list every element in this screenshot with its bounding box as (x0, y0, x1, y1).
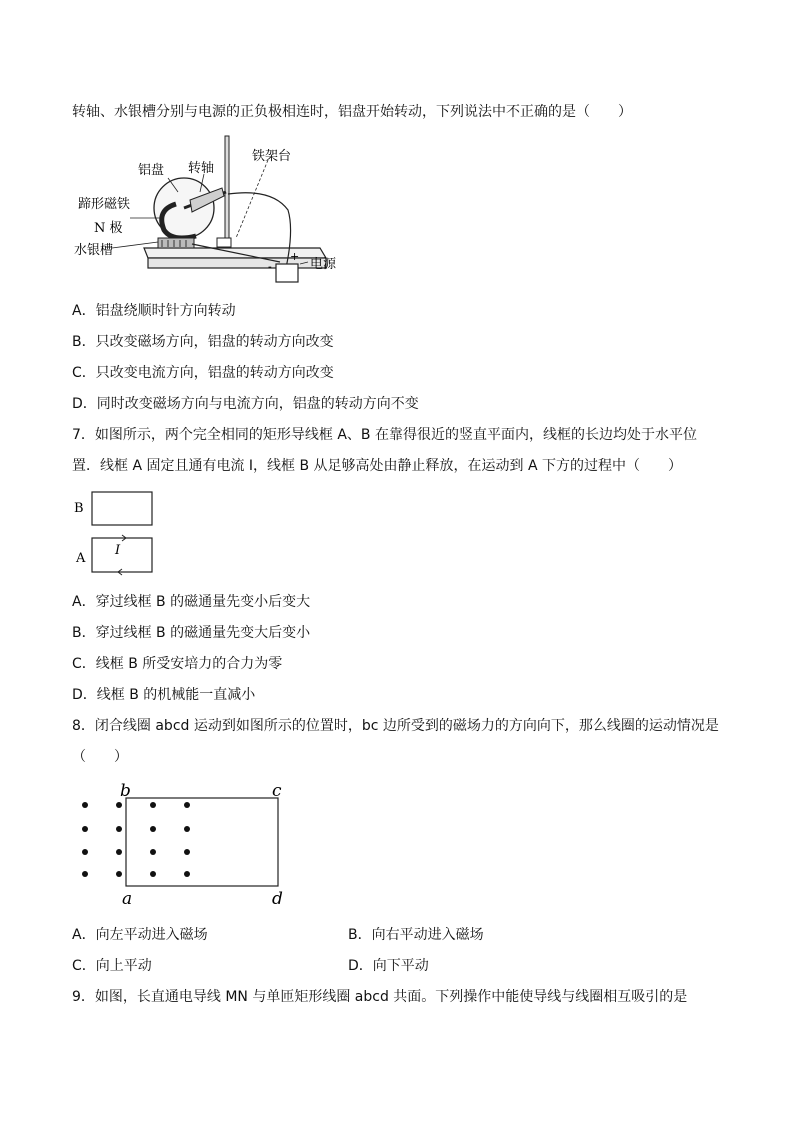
label-frame-a: A (76, 551, 86, 566)
label-d: d (272, 889, 283, 909)
q7-stem-line-1: 7．如图所示，两个完全相同的矩形导线框 A、B 在靠得很近的竖直平面内，线框的长边均处于水平位 (72, 427, 697, 443)
label-axis: 转轴 (188, 161, 215, 176)
q6-figure-apparatus (72, 130, 362, 290)
label-a: a (122, 889, 133, 909)
q8-stem-line-2: （ ） (72, 749, 128, 765)
label-current-i: I (115, 543, 121, 558)
arrow-left-icon (118, 569, 128, 575)
q8-option-a: A．向左平动进入磁场 (72, 927, 208, 943)
label-c: c (272, 781, 282, 801)
q8-option-b: B．向右平动进入磁场 (348, 927, 484, 943)
q6-option-d: D．同时改变磁场方向与电流方向，铝盘的转动方向不变 (72, 396, 419, 412)
q8-stem-line-1: 8．闭合线圈 abcd 运动到如图所示的位置时，bc 边所受到的磁场力的方向向下，那么线圈的运动情况是 (72, 718, 719, 734)
q8-option-d: D．向下平动 (348, 958, 429, 974)
label-aluminum-disc: 铝盘 (138, 163, 165, 178)
magnetic-field-dots (82, 802, 190, 877)
label-power: 电源 (310, 257, 337, 272)
q8-option-c: C．向上平动 (72, 958, 152, 974)
q9-stem: 9．如图，长直通电导线 MN 与单匝矩形线圈 abcd 共面。下列操作中能使导线与线圈相互吸引的是 (72, 989, 688, 1005)
q6-stem-tail: 转轴、水银槽分别与电源的正负极相连时，铝盘开始转动，下列说法中不正确的是（ ） (72, 104, 632, 120)
frame-b (92, 492, 152, 525)
label-magnet: 蹄形磁铁 (78, 197, 131, 212)
q7-option-c: C．线框 B 所受安培力的合力为零 (72, 656, 283, 672)
label-frame-b: B (74, 501, 84, 516)
q7-option-b: B．穿过线框 B 的磁通量先变大后变小 (72, 625, 311, 641)
q7-option-d: D．线框 B 的机械能一直减小 (72, 687, 256, 703)
label-plus: + (290, 250, 300, 263)
q6-option-a: A．铝盘绕顺时针方向转动 (72, 303, 236, 319)
q6-option-c: C．只改变电流方向，铝盘的转动方向改变 (72, 365, 334, 381)
q7-stem-line-2: 置．线框 A 固定且通有电流 I，线框 B 从足够高处由静止释放，在运动到 A 下方的过程中（ ） (72, 458, 683, 474)
q8-figure-coil-field (72, 778, 302, 910)
label-n-pole: N 极 (94, 221, 123, 236)
label-iron-stand: 铁架台 (252, 149, 292, 164)
label-mercury-trough: 水银槽 (74, 243, 114, 258)
arrow-right-icon (118, 535, 126, 541)
coil-abcd (126, 798, 278, 886)
q7-figure-frames (72, 488, 172, 578)
q7-option-a: A．穿过线框 B 的磁通量先变小后变大 (72, 594, 311, 610)
q6-option-b: B．只改变磁场方向，铝盘的转动方向改变 (72, 334, 334, 350)
frame-a (92, 538, 152, 572)
label-b: b (120, 781, 131, 801)
label-minus: - (268, 260, 272, 273)
